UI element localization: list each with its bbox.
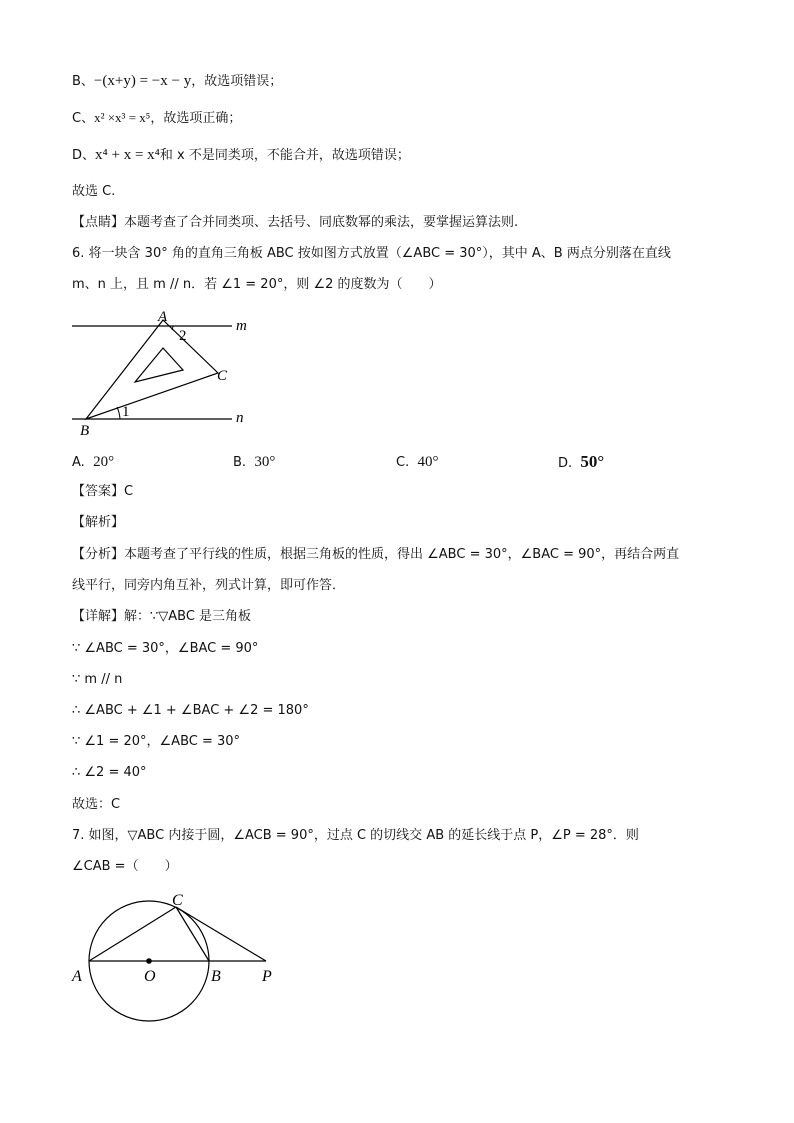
q6-option-d bbox=[558, 452, 604, 474]
label-P: P bbox=[262, 968, 272, 985]
q6-option-b-value: 30° bbox=[254, 454, 276, 470]
option-d-math: x⁴ + x = x⁴ bbox=[95, 147, 160, 163]
q6-analysis-2: 线平行，同旁内角互补，列式计算，即可作答． bbox=[72, 578, 346, 593]
q6-detail-2: ∵ ∠ABC = 30°，∠BAC = 90° bbox=[72, 641, 259, 656]
q6-option-c-value: 40° bbox=[417, 454, 439, 470]
q6-option-c-letter: C. bbox=[396, 455, 410, 470]
label-A: A bbox=[158, 309, 168, 325]
option-d-suffix: 和 x 不是同类项，不能合并，故选项错误； bbox=[159, 148, 410, 163]
q6-analysis-1: 【分析】本题考查了平行线的性质，根据三角板的性质，得出 ∠ABC = 30°，∠BAC = 90°，再结合两直 bbox=[72, 547, 680, 562]
label-A: A bbox=[72, 968, 82, 985]
q6-option-d-letter: D. bbox=[558, 456, 573, 471]
q6-option-b bbox=[233, 452, 275, 473]
label-B: B bbox=[211, 968, 221, 985]
q6-detail-6: ∴ ∠2 = 40° bbox=[72, 765, 147, 780]
q6-stem-line2: m、n 上，且 m // n．若 ∠1 = 20°，则 ∠2 的度数为（ ） bbox=[72, 277, 442, 292]
q6-figure bbox=[60, 300, 270, 440]
q7-stem-line2: ∠CAB =（ ） bbox=[72, 859, 178, 874]
q6-option-a-value: 20° bbox=[93, 454, 115, 470]
option-c-line bbox=[72, 108, 241, 129]
label-2: 2 bbox=[179, 328, 187, 344]
segment-CB bbox=[176, 907, 209, 961]
q6-answer: 【答案】C bbox=[72, 484, 134, 499]
q6-option-d-value: 50° bbox=[580, 452, 605, 471]
q6-detail-1: 【详解】解：∵▽ABC 是三角板 bbox=[72, 609, 252, 624]
tangent-CP bbox=[176, 907, 266, 961]
choose-c: 故选 C. bbox=[72, 184, 116, 199]
option-c-suffix: ，故选项正确； bbox=[150, 111, 242, 126]
label-n: n bbox=[236, 410, 244, 426]
option-c-math: x² ×x³ = x⁵ bbox=[94, 110, 151, 125]
q6-option-c bbox=[396, 452, 438, 473]
option-b-suffix: ，故选项错误； bbox=[191, 74, 283, 89]
q6-choose: 故选：C bbox=[72, 797, 121, 812]
q6-detail-5: ∵ ∠1 = 20°，∠ABC = 30° bbox=[72, 734, 241, 749]
option-b-prefix: B、 bbox=[72, 74, 94, 89]
q6-detail-4: ∴ ∠ABC + ∠1 + ∠BAC + ∠2 = 180° bbox=[72, 703, 309, 718]
segment-AC bbox=[89, 907, 176, 961]
q6-analysis-title: 【解析】 bbox=[72, 515, 125, 530]
option-b-line bbox=[72, 71, 282, 92]
option-d-line bbox=[72, 145, 410, 166]
option-d-prefix: D、 bbox=[72, 148, 96, 163]
comment-line: 【点睛】本题考查了合并同类项、去括号、同底数幂的乘法，要掌握运算法则. bbox=[72, 215, 519, 230]
option-b-math: −(x+y) = −x − y bbox=[93, 73, 192, 89]
q6-option-a-letter: A. bbox=[72, 455, 85, 470]
label-C: C bbox=[217, 368, 228, 384]
q6-detail-3: ∵ m // n bbox=[72, 672, 123, 687]
angle-1-arc bbox=[117, 407, 120, 419]
label-m: m bbox=[236, 318, 247, 334]
q6-option-a bbox=[72, 452, 114, 473]
label-1: 1 bbox=[122, 404, 130, 420]
option-c-prefix: C、 bbox=[72, 111, 95, 126]
label-B: B bbox=[80, 423, 90, 439]
label-O: O bbox=[144, 968, 156, 985]
q7-figure bbox=[60, 885, 290, 1025]
label-C: C bbox=[172, 892, 183, 909]
q6-option-b-letter: B. bbox=[233, 455, 247, 470]
q6-stem-line1: 6. 将一块含 30° 角的直角三角板 ABC 按如图方式放置（∠ABC = 30°），其中 A、B 两点分别落在直线 bbox=[72, 246, 671, 261]
q7-stem-line1: 7. 如图，▽ABC 内接于圆，∠ACB = 90°，过点 C 的切线交 AB 的延长线于点 P，∠P = 28°．则 bbox=[72, 828, 639, 843]
center-point bbox=[146, 958, 152, 964]
triangle-outer bbox=[86, 320, 218, 419]
triangle-inner bbox=[135, 348, 183, 382]
